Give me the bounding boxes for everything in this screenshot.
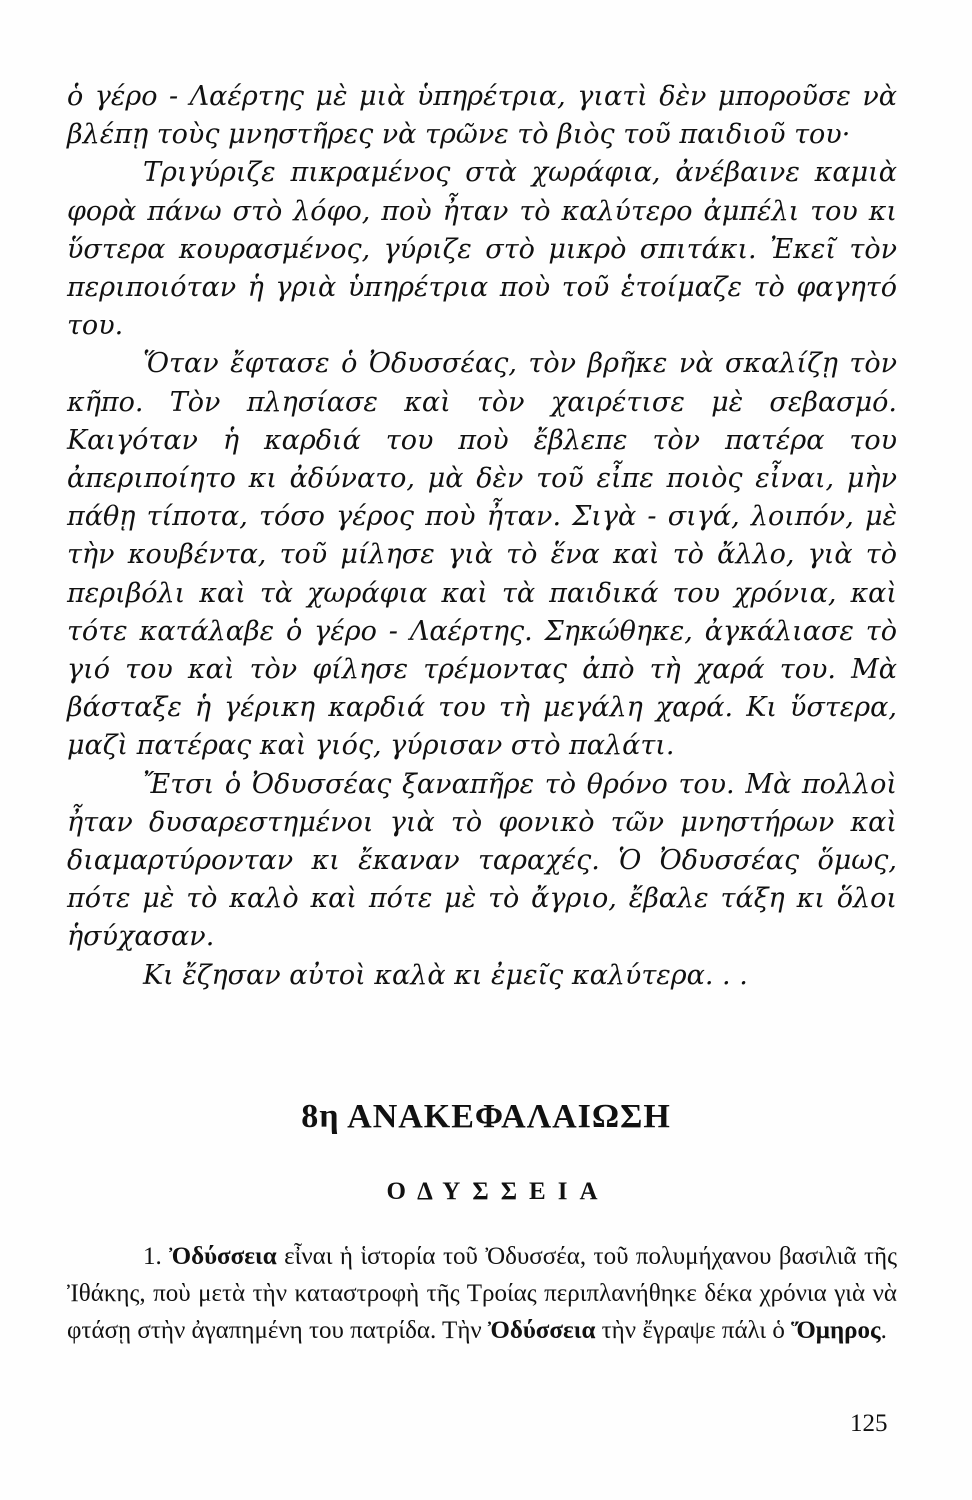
- paragraph-5: Κι ἔζησαν αὐτοὶ καλὰ κι ἐμεῖς καλύτερα. . .: [143, 959, 748, 991]
- summary-end: .: [880, 1317, 887, 1344]
- paragraph-3: Ὅταν ἔφτασε ὁ Ὀδυσσέας, τὸν βρῆκε νὰ σκαλίζῃ τὸν κῆπο. Τὸν πλησίασε καὶ τὸν χαιρέτισε μὲ σεβασμό. Καιγόταν ἡ καρδιά του ποὺ ἔβλεπε τὸν πατέρα του ἀπεριποίητο κι ἀδύνατο, μὰ δὲν τοῦ εἶπε ποιὸς εἶναι, μὴν πάθῃ τίποτα, τόσο γέρος ποὺ ἦταν. Σιγὰ - σιγά, λοιπόν, μὲ τὴν κουβέντα, τοῦ μίλησε γιὰ τὸ ἕνα καὶ τὸ ἄλλο, γιὰ τὸ περιβόλι καὶ τὰ χωράφια καὶ τὰ παιδικά του χρόνια, καὶ τότε κατάλαβε ὁ γέρο - Λαέρτης. Σηκώθηκε, ἀγκάλιασε τὸ γιό του καὶ τὸν φίλησε τρέμοντας ἀπὸ τὴ χαρά του. Μὰ βάσταξε ἡ γέρικη καρδιά του τὴ μεγάλη χαρά. Κι ὕστερα, μαζὶ πατέρας καὶ γιός, γύρισαν στὸ παλάτι.: [67, 348, 897, 762]
- summary-number: 1.: [143, 1243, 162, 1270]
- paragraph-1: ὁ γέρο - Λαέρτης μὲ μιὰ ὑπηρέτρια, γιατὶ δὲν μποροῦσε νὰ βλέπῃ τοὺς μνηστῆρες νὰ τρῶνε τὸ βιὸς τοῦ παιδιοῦ του·: [67, 81, 897, 151]
- story-text: [67, 78, 897, 995]
- section-heading: 8η ΑΝΑΚΕΦΑΛΑΙΩΣΗ: [301, 1098, 671, 1135]
- section-subheading: ΟΔΥΣΣΕΙΑ: [386, 1178, 610, 1205]
- summary-author: Ὅμηρος: [791, 1317, 881, 1344]
- summary-text-2: τὴν ἔγραψε πάλι ὁ: [601, 1317, 785, 1344]
- summary-term-2: Ὀδύσσεια: [487, 1317, 596, 1344]
- page-number: 125: [850, 1410, 888, 1437]
- summary-text-1: εἶναι ἡ ἱστορία τοῦ Ὀδυσσέα, τοῦ πολυμήχανου βασιλιᾶ τῆς Ἰθάκης, ποὺ μετὰ τὴν καταστροφὴ τῆς Τροίας περιπλανήθηκε δέκα χρόνια γιὰ νὰ φτάσῃ στὴν ἀγαπημένη του πατρίδα. Τὴν: [67, 1243, 898, 1344]
- summary-item-1: [67, 1238, 897, 1349]
- paragraph-4: Ἔτσι ὁ Ὀδυσσέας ξαναπῆρε τὸ θρόνο του. Μὰ πολλοὶ ἦταν δυσαρεστημένοι γιὰ τὸ φονικὸ τῶν μνηστήρων καὶ διαμαρτύρονταν κι ἔκαναν ταραχές. Ὁ Ὀδυσσέας ὅμως, πότε μὲ τὸ καλὸ καὶ πότε μὲ τὸ ἄγριο, ἔβαλε τάξη κι ὅλοι ἡσύχασαν.: [67, 768, 897, 953]
- summary-term: Ὀδύσσεια: [169, 1243, 277, 1270]
- paragraph-2: Τριγύριζε πικραμένος στὰ χωράφια, ἀνέβαινε καμιὰ φορὰ πάνω στὸ λόφο, ποὺ ἦταν τὸ καλύτερο ἀμπέλι του κι ὕστερα κουρασμένος, γύριζε στὸ μικρὸ σπιτάκι. Ἐκεῖ τὸν περιποιόταν ἡ γριὰ ὑπηρέτρια ποὺ τοῦ ἑτοίμαζε τὸ φαγητό του.: [67, 157, 897, 342]
- summary-paragraph: [67, 1238, 897, 1349]
